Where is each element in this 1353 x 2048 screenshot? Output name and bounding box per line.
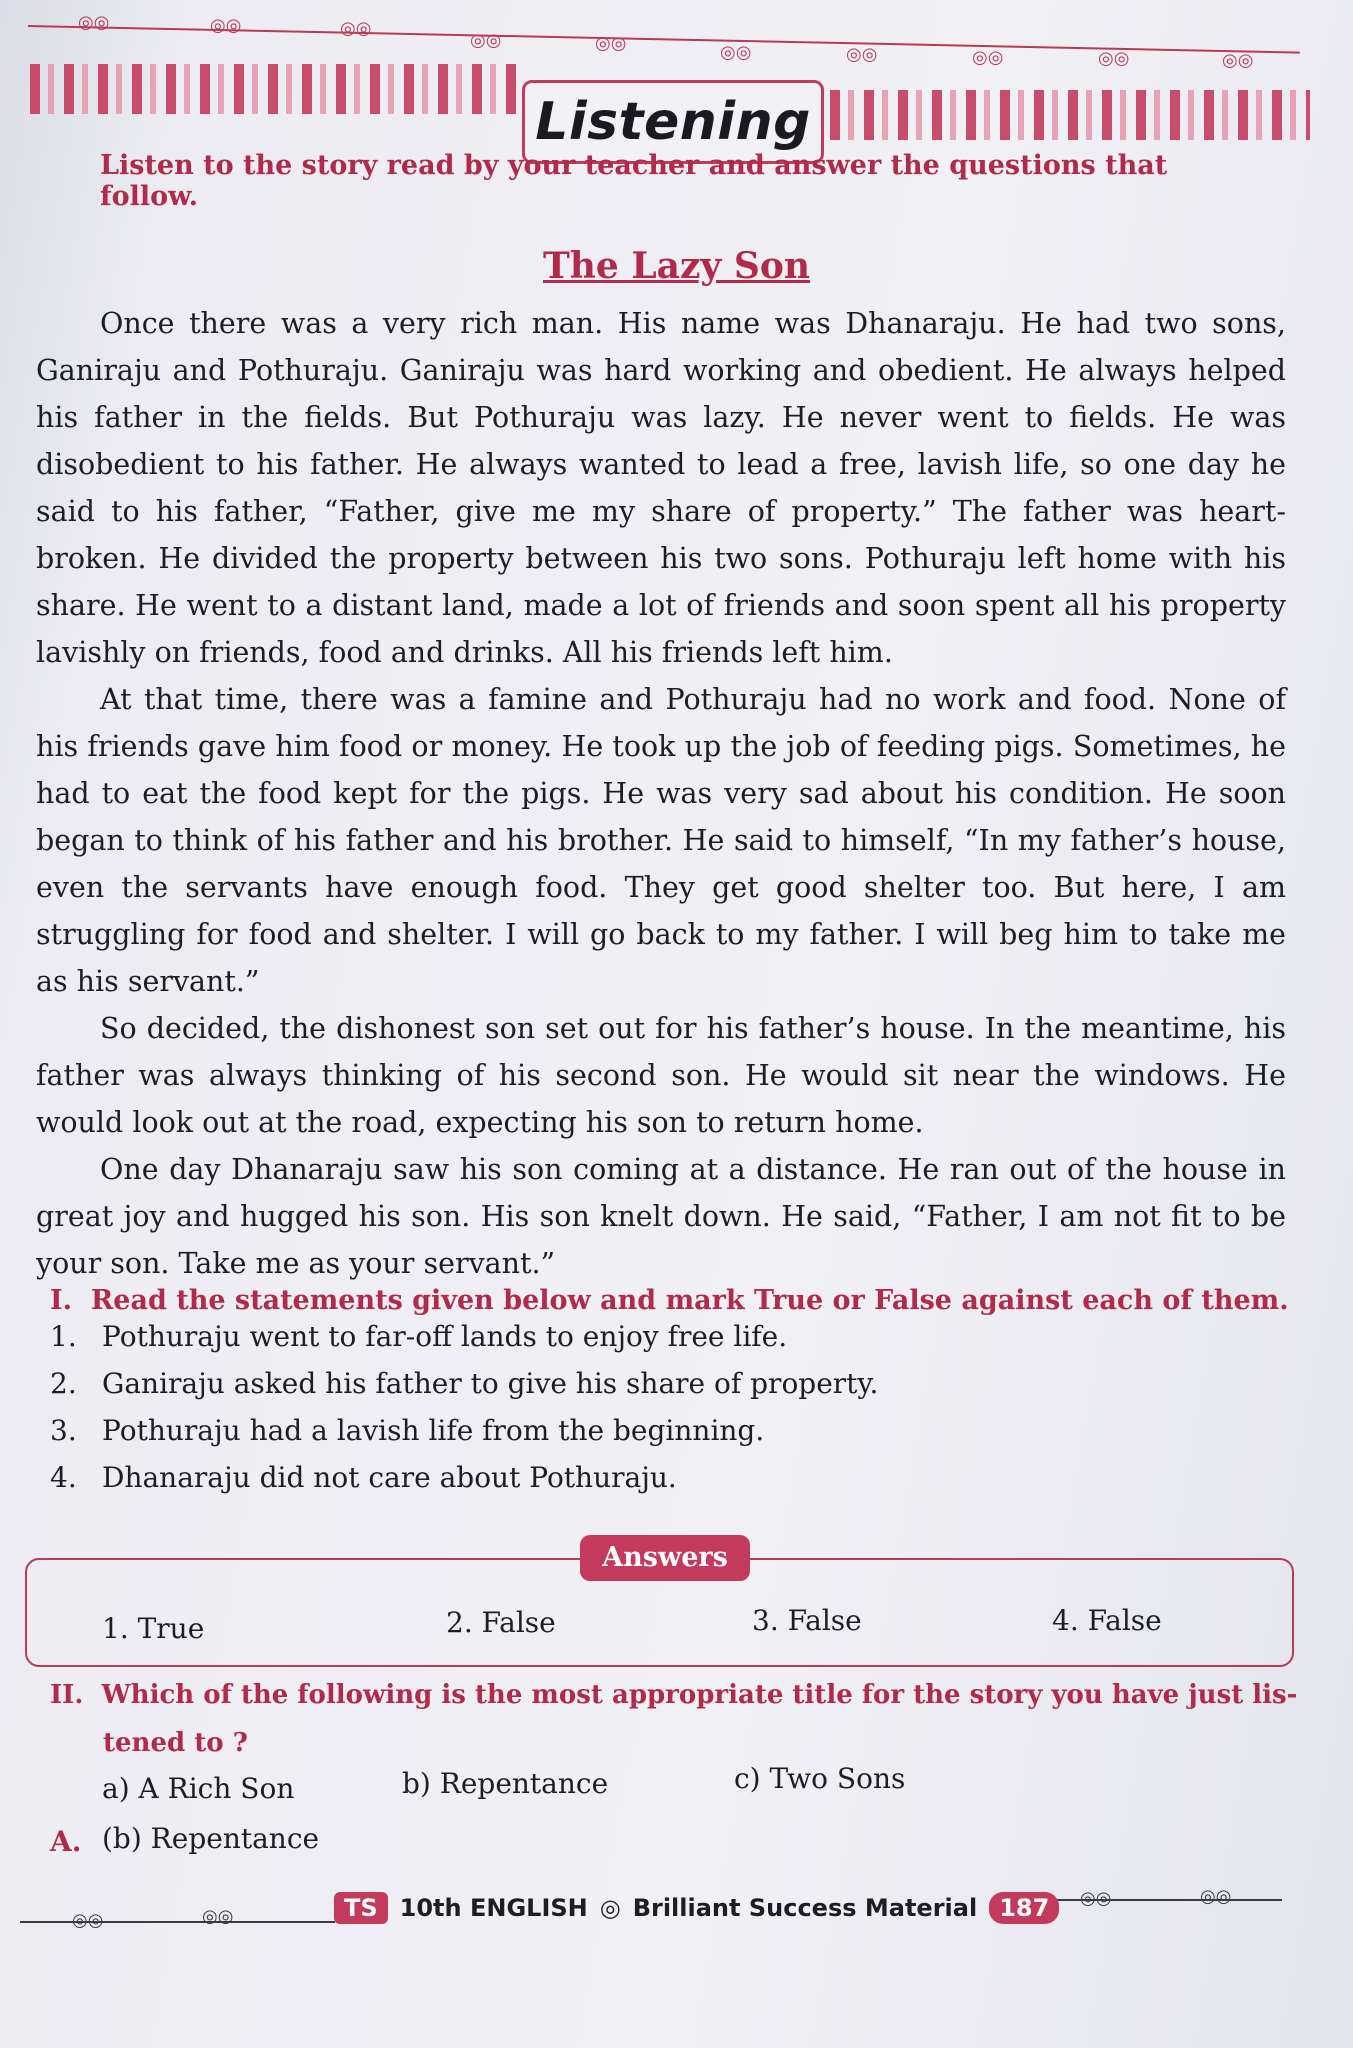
footer-ornament: ◎◎ bbox=[1080, 1888, 1112, 1909]
option-c: c) Two Sons bbox=[734, 1762, 906, 1795]
answer-item: 3. False bbox=[752, 1604, 862, 1637]
answers-label: Answers bbox=[580, 1535, 750, 1581]
top-border-ornament: ◎◎ bbox=[340, 18, 372, 39]
statement-text: Dhanaraju did not care about Pothuraju. bbox=[102, 1461, 677, 1494]
top-border-ornament: ◎◎ bbox=[720, 42, 752, 63]
footer-subtitle: Brilliant Success Material bbox=[632, 1894, 978, 1922]
story-body bbox=[36, 300, 1286, 1287]
story-paragraph: So decided, the dishonest son set out for his father’s house. In the meantime, his father was always thinking of his second son. He would sit near the windows. He would look out at the road, expecting his son to return home. bbox=[36, 1012, 1286, 1139]
page-number: 187 bbox=[989, 1892, 1059, 1924]
section1-heading: I. Read the statements given below and mark True or False against each of them. bbox=[50, 1285, 1289, 1316]
statement-text: Pothuraju went to far-off lands to enjoy free life. bbox=[102, 1320, 788, 1353]
answer-item: 4. False bbox=[1052, 1604, 1162, 1637]
banner-stripes-left bbox=[30, 64, 520, 114]
section2-heading: II. Which of the following is the most appropriate title for the story you have just lis- bbox=[50, 1680, 1298, 1710]
statement-number: 3. bbox=[50, 1414, 77, 1447]
answer-item: 1. True bbox=[102, 1612, 205, 1645]
statement-number: 4. bbox=[50, 1461, 77, 1494]
statement-text: Pothuraju had a lavish life from the beginning. bbox=[102, 1414, 765, 1447]
banner-stripes-right bbox=[830, 90, 1310, 140]
top-border-ornament: ◎◎ bbox=[595, 33, 627, 54]
top-border-ornament: ◎◎ bbox=[470, 30, 502, 51]
footer-badge: TS bbox=[334, 1892, 388, 1924]
statement-item bbox=[50, 1367, 1250, 1414]
statement-text: Ganiraju asked his father to give his share of property. bbox=[102, 1367, 879, 1400]
answer-prefix: A. bbox=[50, 1825, 82, 1858]
story-paragraph: At that time, there was a famine and Pothuraju had no work and food. None of his friends gave him food or money. He took up the job of feeding pigs. Sometimes, he had to eat the food kept for the pigs. He was very sad about his condition. He soon began to think of his father and his brother. He said to himself, “In my father’s house, even the servants have enough food. They get good shelter too. But here, I am struggling for food and shelter. I will go back to my father. I will beg him to take me as his servant.” bbox=[36, 683, 1286, 998]
option-a: a) A Rich Son bbox=[102, 1772, 295, 1805]
top-border-ornament: ◎◎ bbox=[210, 15, 242, 36]
footer-line-left bbox=[20, 1921, 335, 1923]
option-b: b) Repentance bbox=[402, 1767, 609, 1800]
statement-item bbox=[50, 1320, 1250, 1367]
statement-item bbox=[50, 1461, 1250, 1508]
top-border-ornament: ◎◎ bbox=[1222, 50, 1254, 71]
top-border-ornament: ◎◎ bbox=[1098, 48, 1130, 69]
footer-ornament: ◎◎ bbox=[202, 1906, 234, 1927]
top-border-ornament: ◎◎ bbox=[78, 12, 110, 33]
statement-list bbox=[50, 1320, 1250, 1508]
footer-separator-icon: ◎ bbox=[599, 1894, 621, 1922]
story-paragraph: One day Dhanaraju saw his son coming at a distance. He ran out of the house in great joy and hugged his son. His son knelt down. He said, “Father, I am not fit to be your son. Take me as your servant.” bbox=[36, 1153, 1286, 1280]
footer-ornament: ◎◎ bbox=[72, 1910, 104, 1931]
top-border-ornament: ◎◎ bbox=[972, 47, 1004, 68]
footer-banner bbox=[334, 1890, 1059, 1926]
story-paragraph: Once there was a very rich man. His name was Dhanaraju. He had two sons, Ganiraju and Pothuraju. Ganiraju was hard working and obedient. He always helped his father in the fields. But Pothuraju was lazy. He never went to fields. He was disobedient to his father. He always wanted to lead a free, lavish life, so one day he said to his father, “Father, give me my share of property.” The father was heart-broken. He divided the property between his two sons. Pothuraju left home with his share. He went to a distant land, made a lot of friends and soon spent all his property lavishly on friends, food and drinks. All his friends left him. bbox=[36, 307, 1286, 669]
section-title: Listening bbox=[535, 92, 811, 152]
statement-number: 2. bbox=[50, 1367, 77, 1400]
statement-number: 1. bbox=[50, 1320, 77, 1353]
answer-item: 2. False bbox=[446, 1606, 556, 1639]
answer-text: (b) Repentance bbox=[102, 1822, 320, 1855]
story-title: The Lazy Son bbox=[542, 245, 811, 287]
instruction-text: Listen to the story read by your teacher and answer the questions that follow. bbox=[100, 150, 1168, 212]
footer-book: 10th ENGLISH bbox=[399, 1894, 588, 1922]
section2-heading-continued: tened to ? bbox=[103, 1728, 248, 1758]
footer-ornament: ◎◎ bbox=[1200, 1886, 1232, 1907]
statement-item bbox=[50, 1414, 1250, 1461]
top-border-ornament: ◎◎ bbox=[846, 44, 878, 65]
